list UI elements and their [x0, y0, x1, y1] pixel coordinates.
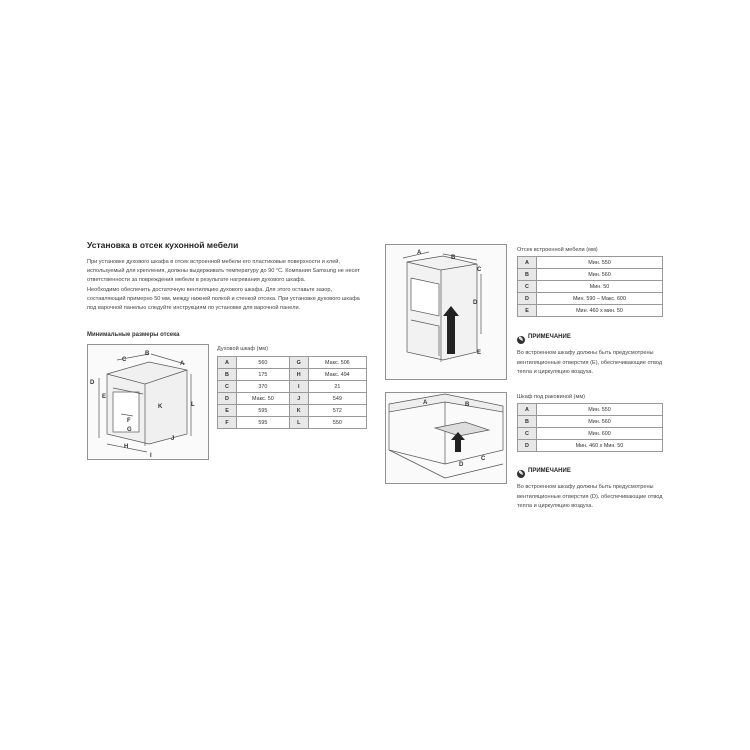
paragraph-line: под варочной панелью следуйте инструкциям по установке для варочной панели. — [87, 305, 301, 312]
intro-paragraph — [87, 258, 387, 313]
label-e: E — [102, 394, 107, 400]
label-l: L — [191, 402, 195, 408]
table-row: E Мин. 460 x мин. 50 — [518, 305, 663, 317]
section-title: Установка в отсек кухонной мебели — [87, 240, 239, 250]
label-a: A — [423, 400, 428, 406]
label-a: A — [180, 361, 185, 367]
table-row: F 595 L 550 — [218, 417, 367, 429]
note-text — [517, 349, 717, 378]
builtin-cabinet-diagram — [385, 244, 507, 380]
label-f: F — [127, 418, 131, 424]
label-d: D — [459, 462, 464, 468]
table-row: A Мин. 550 — [518, 257, 663, 269]
oven-dimensions-table — [217, 356, 367, 429]
table-row: A Мин. 550 — [518, 404, 663, 416]
undersink-cabinet-diagram — [385, 392, 507, 484]
label-g: G — [127, 427, 132, 433]
label-j: J — [171, 436, 175, 442]
label-e: E — [477, 350, 482, 356]
table-row: D Мин. 460 x Мин. 50 — [518, 440, 663, 452]
table-row: C Мин. 50 — [518, 281, 663, 293]
note-icon: ✎ — [518, 337, 524, 343]
table-row: D Мин. 590 – Макс. 600 — [518, 293, 663, 305]
label-i: I — [150, 453, 152, 459]
label-d: D — [90, 380, 95, 386]
note-line: тепла и циркуляцию воздуха. — [517, 503, 594, 510]
note-line: тепла и циркуляцию воздуха. — [517, 369, 594, 376]
label-b: B — [465, 402, 470, 408]
table-row: C 370 I 21 — [218, 381, 367, 393]
note-block — [517, 328, 717, 378]
note-line: Во встроенном шкафу должны быть предусмотрены — [517, 350, 654, 356]
table-row: B 175 H Макс. 494 — [218, 369, 367, 381]
note-header — [517, 328, 717, 346]
table-row: C Мин. 600 — [518, 428, 663, 440]
undersink-table-caption: Шкаф под раковиной (мм) — [517, 394, 586, 400]
paragraph-line: составляющий примерно 50 мм, между нижней полкой и стенкой отсека. При установке духового шкафа — [87, 295, 360, 302]
note-header — [517, 462, 717, 480]
paragraph-line: Необходимо обеспечить достаточную вентиляцию духового шкафа. Для этого оставьте зазор, — [87, 286, 333, 293]
table-row: E 595 K 572 — [218, 405, 367, 417]
note-line: вентиляционные отверстия (E), обеспечивающие отвод — [517, 359, 663, 366]
oven-installation-diagram — [87, 344, 209, 460]
label-b: B — [145, 351, 150, 357]
label-a: A — [417, 250, 422, 256]
label-b: B — [451, 255, 456, 261]
note-title: ПРИМЕЧАНИЕ — [528, 467, 571, 474]
table-row: B Мин. 560 — [518, 416, 663, 428]
table-row: A 560 G Макс. 506 — [218, 357, 367, 369]
paragraph-line: ответственности за повреждения мебели в результате нагревания духового шкафа. — [87, 277, 306, 284]
note-line: Во встроенном шкафу должны быть предусмотрены — [517, 484, 654, 490]
label-k: K — [158, 404, 163, 410]
paragraph-line: используемый для крепления, должны выдерживать температуру до 90 °C. Компания Samsung не несет — [87, 268, 360, 275]
note-line: вентиляционные отверстия (D), обеспечивающие отвод — [517, 493, 663, 500]
note-icon: ✎ — [518, 471, 524, 477]
note-title: ПРИМЕЧАНИЕ — [528, 333, 571, 340]
note-block — [517, 462, 717, 512]
oven-table-caption: Духовой шкаф (мм) — [217, 346, 268, 352]
undersink-dimensions-table — [517, 403, 663, 452]
table-row: B Мин. 560 — [518, 269, 663, 281]
label-c: C — [122, 357, 127, 363]
label-c: C — [481, 456, 486, 462]
note-text — [517, 483, 717, 512]
label-c: C — [477, 267, 482, 273]
label-d: D — [473, 300, 478, 306]
builtin-table-caption: Отсек встроенной мебели (мм) — [517, 247, 598, 253]
table-row: D Макс. 50 J 549 — [218, 393, 367, 405]
builtin-dimensions-table — [517, 256, 663, 317]
label-h: H — [124, 444, 129, 450]
min-sizes-heading: Минимальные размеры отсека — [87, 332, 180, 338]
paragraph-line: При установке духового шкафа в отсек встроенной мебели его пластиковые поверхности и клей, — [87, 259, 340, 265]
